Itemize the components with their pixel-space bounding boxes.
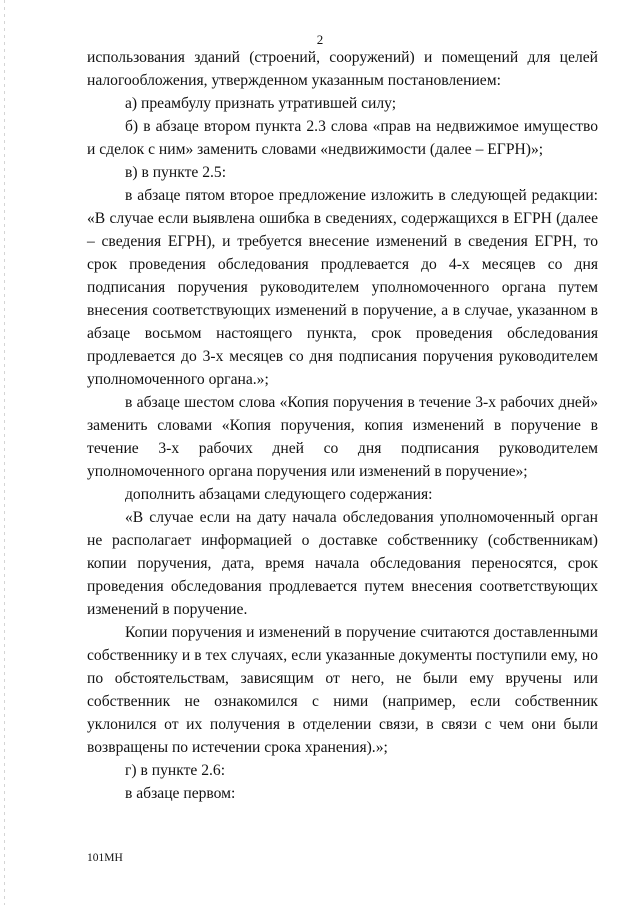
page-number: 2 xyxy=(316,32,324,47)
paragraph-first-abzac: в абзаце первом: xyxy=(125,785,236,802)
document-body xyxy=(87,46,598,805)
paragraph-sixth-abzac: в абзаце шестом слова «Копия поручения в течение 3-х рабочих дней» заменить словами «Копия поручения, копия изменений в поручение в течение 3-х рабочих дней со дня подписания руководителем уполномоченного органа поручения или изменений в поручение»; xyxy=(87,394,598,480)
paragraph-quote-1: «В случае если на дату начала обследования уполномоченный орган не располагает информацией о доставке собственнику (собственникам) копии поручения, дата, время начала обследования переносятся, срок проведения обследования продлевается путем внесения соответствующих изменений в поручение. xyxy=(87,509,598,618)
paragraph-quote-2: Копии поручения и изменений в поручение считаются доставленными собственнику и в тех случаях, если указанные документы поступили ему, но по обстоятельствам, зависящим от него, не были ему вручены или собственник не ознакомился с ними (например, если собственник уклонился от их получения в отделении связи, в связи с чем они были возвращены по истечении срока хранения).»; xyxy=(87,624,598,756)
paragraph-item-a: а) преамбулу признать утратившей силу; xyxy=(125,95,397,112)
scan-edge xyxy=(4,0,5,905)
paragraph-add-abzacs: дополнить абзацами следующего содержания: xyxy=(125,486,433,503)
paragraph-item-v: в) в пункте 2.5: xyxy=(125,164,227,181)
paragraph-item-g: г) в пункте 2.6: xyxy=(125,762,226,779)
paragraph-item-b: б) в абзаце втором пункта 2.3 слова «прав на недвижимое имущество и сделок с ним» заменить словами «недвижимости (далее – ЕГРН)»; xyxy=(87,118,598,158)
paragraph-fifth-abzac: в абзаце пятом второе предложение изложить в следующей редакции: «В случае если выявлена ошибка в сведениях, содержащихся в ЕГРН (далее – сведения ЕГРН), и требуется внесение изменений в сведения ЕГРН, то срок проведения обследования продлевается до 4-х месяцев со дня подписания поручения руководителем уполномоченного органа путем внесения соответствующих изменений в поручение, а в случае, указанном в абзаце восьмом настоящего пункта, срок проведения обследования продлевается до 3-х месяцев со дня подписания поручения руководителем уполномоченного органа.»; xyxy=(87,187,598,388)
footer-code: 101МН xyxy=(87,852,123,864)
paragraph-continuation: использования зданий (строений, сооружений) и помещений для целей налогообложения, утвержденном указанным постановлением: xyxy=(87,49,598,89)
